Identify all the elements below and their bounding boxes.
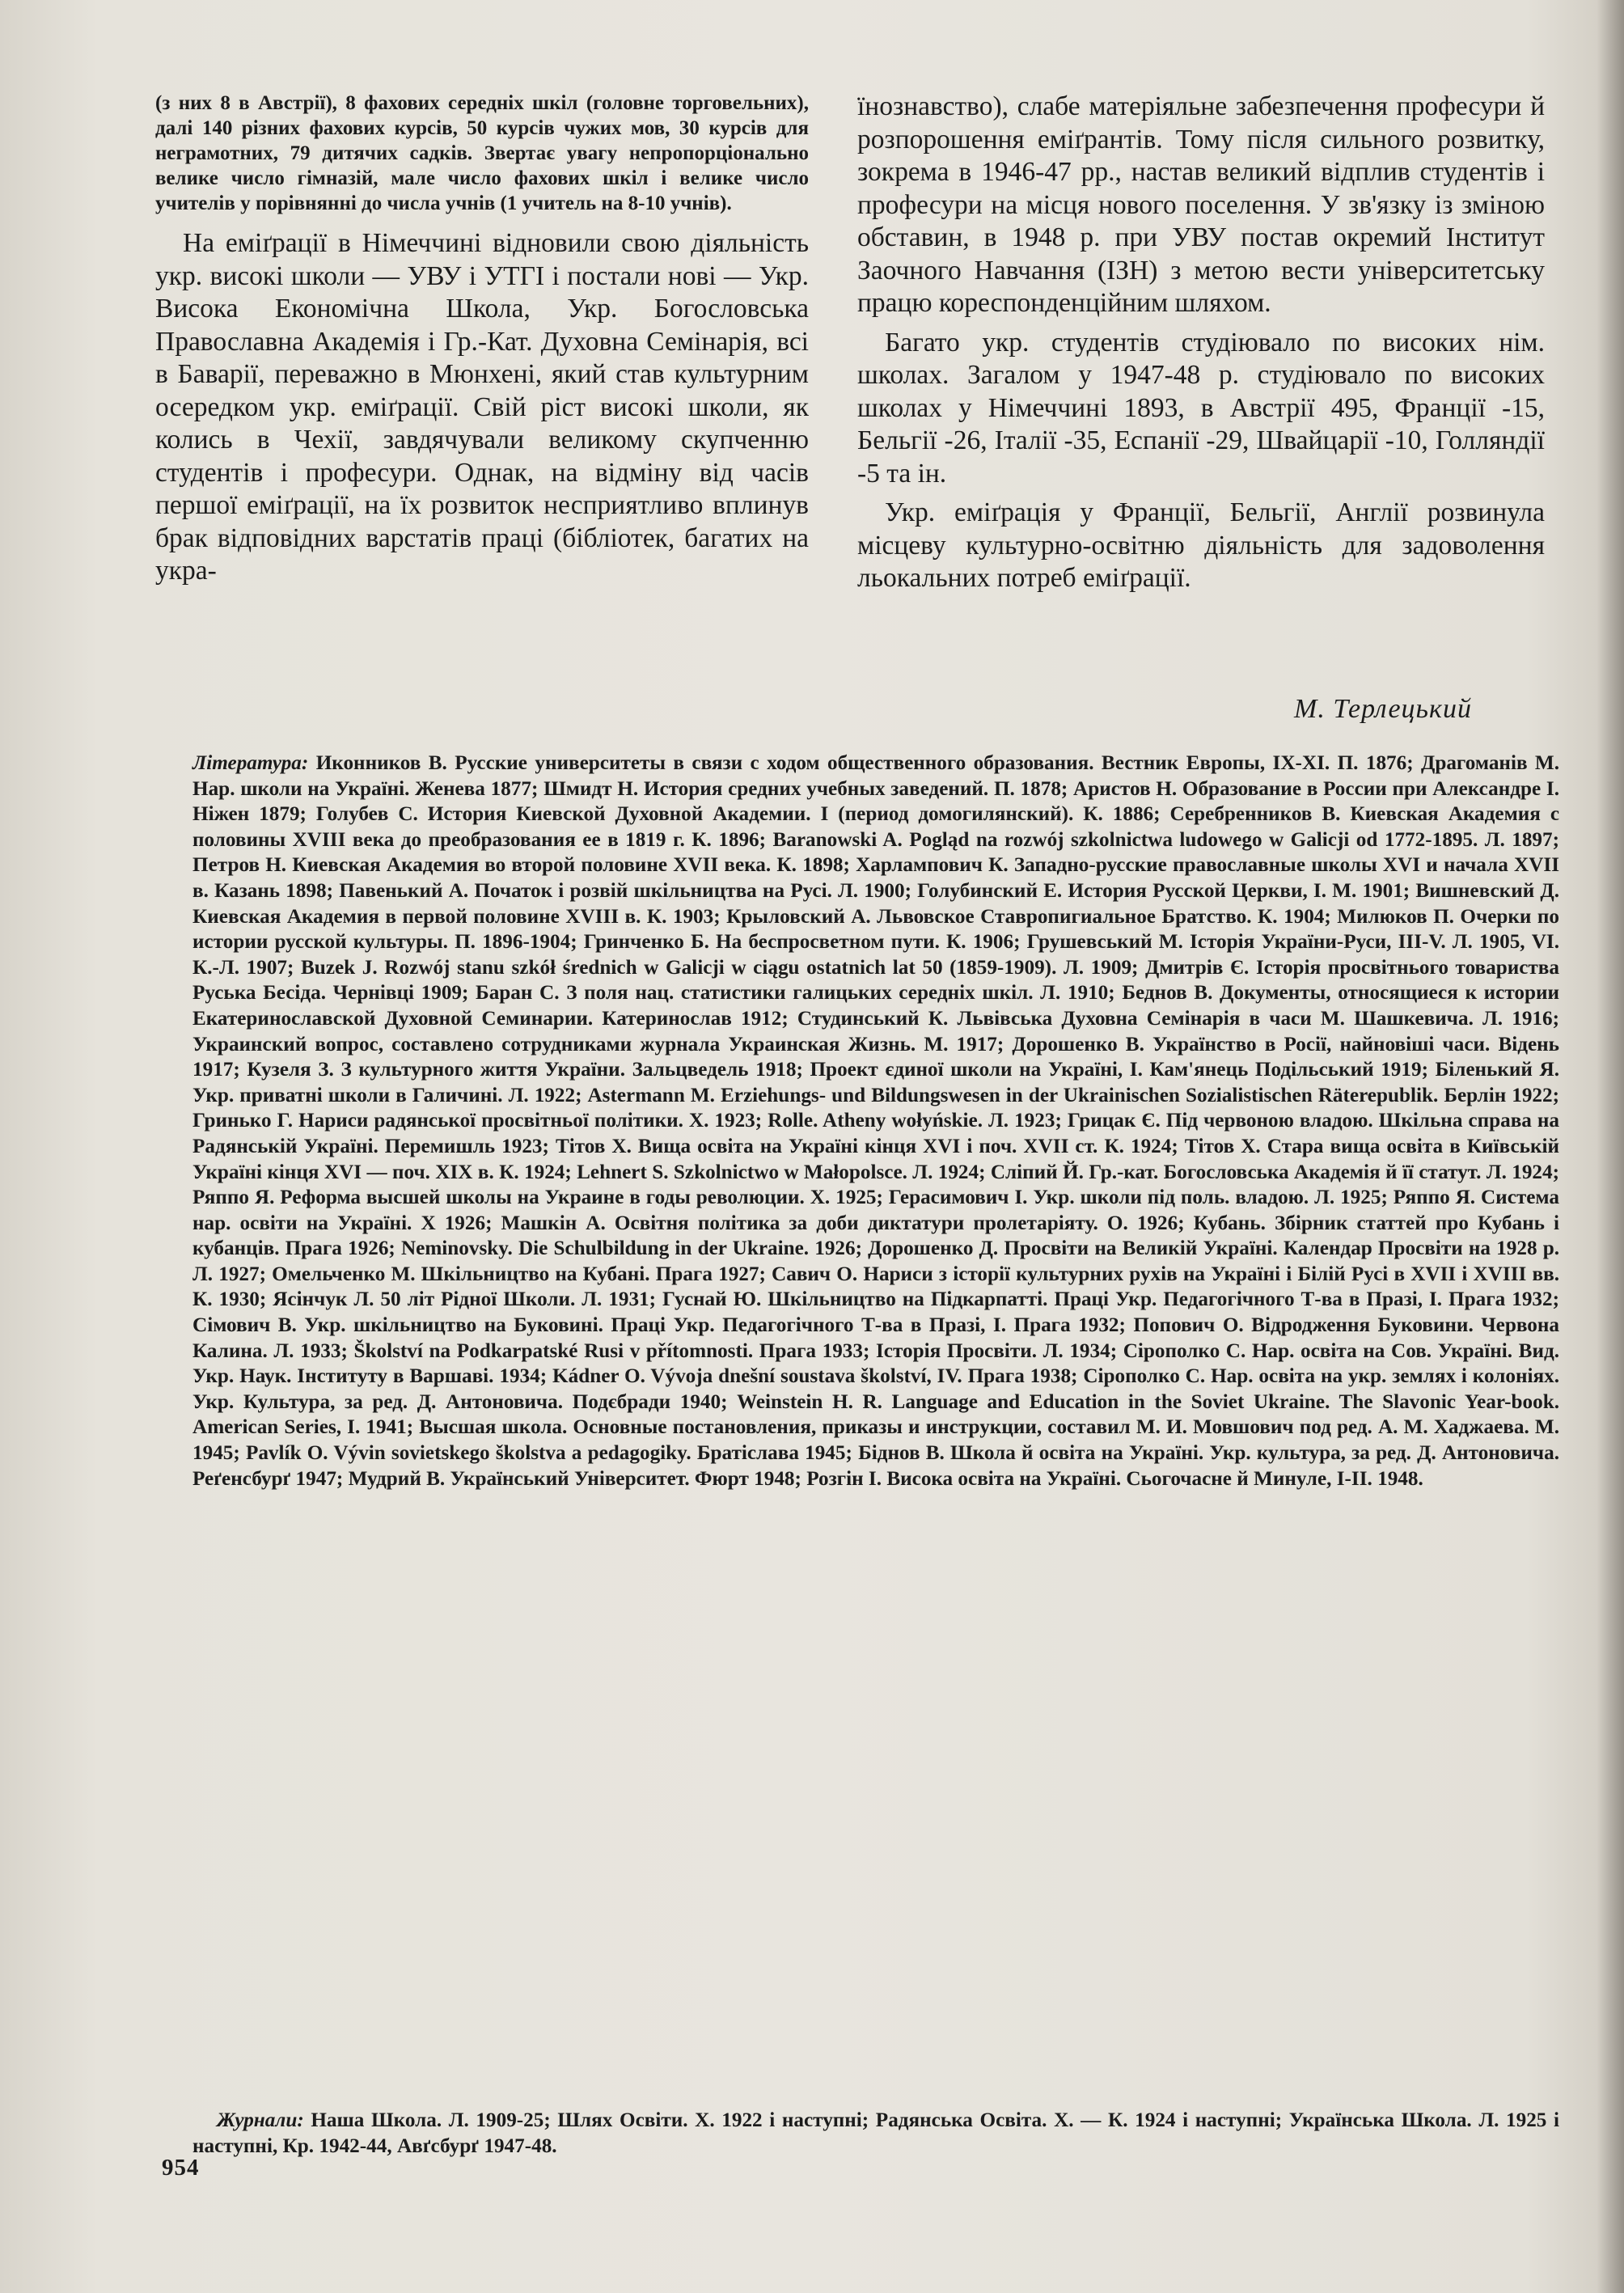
right-paragraph-1: їнознавство), слабе матеріяльне забезпечення професури й розпорошення еміґрантів. Тому після сильного розвитку, зокрема в 1946-47 рр., настав великий відплив студентів і професури на місця нового поселення. У зв'язку із зміною обставин, в 1948 р. при УВУ постав окремий Інститут Заочного Навчання (ІЗН) з метою вести університетську працю кореспонденційним шляхом. [857,91,1545,318]
journals-section [192,2108,1559,2159]
right-paragraph-2: Багато укр. студентів студіювало по високих нім. школах. Загалом у 1947-48 р. студіювало по високих школах у Німеччині 1893, в Австрії 495, Франції -15, Бельгії -26, Італії -35, Еспанії -29, Швайцарії -10, Голляндії -5 та ін. [857,327,1545,489]
left-main-paragraph: На еміґрації в Німеччині відновили свою діяльність укр. високі школи — УВУ і УТГІ і постали нові — Укр. Висока Економічна Школа, Укр. Богословська Православна Академія і Гр.-Кат. Духовна Семінарія, всі в Баварії, переважно в Мюнхені, який став культурним осередком укр. еміґрації. Свій ріст високі школи, як колись в Чехії, завдячували великому скупченню студентів і професури. Однак, на відміну від часів першої еміґрації, на їх розвиток несприятливо вплинув брак відповідних варстатів праці (бібліотек, багатих на укра- [155,228,809,586]
journals-text: Наша Школа. Л. 1909-25; Шлях Освіти. Х. 1922 і наступні; Радянська Освіта. Х. — К. 1924 і наступні; Українська Школа. Л. 1925 і наступні, Кр. 1942-44, Авґсбурґ 1947-48. [192,2109,1559,2157]
literature-section [192,751,1559,1491]
author-signature: М. Терлецький [1294,694,1472,724]
right-column [857,91,1545,595]
page-edge-shadow [1597,0,1624,2293]
literature-label: Література: [192,752,316,774]
journals-label: Журнали: [217,2109,311,2131]
left-column [155,91,809,588]
right-paragraph-3: Укр. еміґрація у Франції, Бельгії, Англії розвинула місцеву культурно-освітню діяльність для задоволення льокальних потреб еміґрації. [857,497,1545,593]
page-number: 954 [162,2155,200,2181]
literature-text: Иконников В. Русские университеты в связи с ходом общественного образования. Вестник Европы, IX-XI. П. 1876; Драгоманів М. Нар. школи на Україні. Женева 1877; Шмидт Н. История средних учебных заведений. П. 1878; Аристов Н. Образование в России при Александре I. Ніжен 1879; Голубев С. История Киевской Духовной Академии. I (период домогилянский). К. 1886; Серебренников В. Киевская Академия с половины XVIII века до преобразования ее в 1819 г. К. 1896; Baranowski A. Pogląd na rozwój szkolnictwa ludowego w Galicji od 1772-1895. Л. 1897; Петров Н. Киевская Академия во второй половине XVII века. К. 1898; Харлампович К. Западно-русские православные школы XVI и начала XVII в. Казань 1898; Павенький А. Початок і розвій шкільництва на Русі. Л. 1900; Голубинский Е. История Русской Церкви, I. М. 1901; Вишневский Д. Киевская Академия в первой половине XVIII в. К. 1903; Крыловский А. Львовское Ставропигиальное Братство. К. 1904; Милюков П. Очерки по истории русской культуры. П. 1896-1904; Гринченко Б. На беспросветном пути. К. 1906; Грушевський М. Історія України-Руси, III-V. Л. 1905, VI. К.-Л. 1907; Buzek J. Rozwój stanu szkół średnich w Galicji w ciągu ostatnich lat 50 (1859-1909). Л. 1909; Дмитрів Є. Історія просвітнього товариства Руська Бесіда. Чернівці 1909; Баран С. З поля нац. статистики галицьких середніх шкіл. Л. 1910; Беднов В. Документы, относящиеся к истории Екатеринославской Духовной Семинарии. Катеринослав 1912; Студинський К. Львівська Духовна Семінарія в часи М. Шашкевича. Л. 1916; Украинский вопрос, составлено сотрудниками журнала Украинская Жизнь. М. 1917; Дорошенко В. Українство в Росії, найновіші часи. Відень 1917; Кузеля З. З культурного життя України. Зальцведель 1918; Проект єдиної школи на Україні, I. Кам'янець Подільський 1919; Біленький Я. Укр. приватні школи в Галичині. Л. 1922; Astermann M. Erziehungs- und Bildungswesen in der Ukrainischen Sozialistischen Räterepublik. Берлін 1922; Гринько Г. Нариси радянської просвітньої політики. Х. 1923; Rolle. Atheny wołyńskie. Л. 1923; Грицак Є. Під червоною владою. Шкільна справа на Радянській Україні. Перемишль 1923; Тітов Х. Вища освіта на Україні кінця XVI і поч. XVII ст. К. 1924; Тітов Х. Стара вища освіта в Київській Україні кінця XVI — поч. XIX в. К. 1924; Lehnert S. Szkolnictwo w Małopolsce. Л. 1924; Сліпий Й. Гр.-кат. Богословська Академія й її статут. Л. 1924; Ряппо Я. Реформа высшей школы на Украине в годы революции. Х. 1925; Герасимович І. Укр. школи під поль. владою. Л. 1925; Ряппо Я. Система нар. освіти на Україні. Х 1926; Машкін А. Освітня політика за доби диктатури пролетаріяту. О. 1926; Кубань. Збірник статтей про Кубань і кубанців. Прага 1926; Neminovsky. Die Schulbildung in der Ukraine. 1926; Дорошенко Д. Просвіти на Великій Україні. Календар Просвіти на 1928 р. Л. 1927; Омельченко М. Шкільництво на Кубані. Прага 1927; Савич О. Нариси з історії культурних рухів на Україні і Білій Русі в XVII і XVIII вв. К. 1930; Ясінчук Л. 50 літ Рідної Школи. Л. 1931; Гуснай Ю. Шкільництво на Підкарпатті. Праці Укр. Педагогічного Т-ва в Празі, I. Прага 1932; Сімович В. Укр. шкільництво на Буковині. Праці Укр. Педагогічного Т-ва в Празі, I. Прага 1932; Попович О. Відродження Буковини. Червона Калина. Л. 1933; Školství na Podkarpatské Rusi v přítomnosti. Прага 1933; Історія Просвіти. Л. 1934; Сірополко С. Нар. освіта на Сов. Україні. Вид. Укр. Наук. Інституту в Варшаві. 1934; Kádner O. Vývoja dnešní soustava školství, IV. Прага 1938; Сірополко С. Нар. освіта на укр. землях і колоніях. Укр. Культура, за ред. Д. Антоновича. Подєбради 1940; Weinstein H. R. Language and Education in the Soviet Ukraine. The Slavonic Year-book. American Series, I. 1941; Высшая школа. Основные постановления, приказы и инструкции, составил М. И. Мовшович под ред. А. М. Хаджаева. М. 1945; Pavlík O. Vývin sovietskego školstva a pedagogiky. Братіслава 1945; Біднов В. Школа й освіта на Україні. Укр. культура, за ред. Д. Антоновича. Реґенсбурґ 1947; Мудрий В. Український Університет. Фюрт 1948; Розгін І. Висока освіта на Україні. Сьогочасне й Минуле, I-II. 1948. [192,752,1560,1490]
left-small-paragraph: (з них 8 в Австрії), 8 фахових середніх шкіл (головне торговельних), далі 140 різних фахових курсів, 50 курсів чужих мов, 30 курсів для неграмотних, 79 дитячих садків. Звертає увагу непропорціонально велике число гімназій, мале число фахових шкіл і велике число учителів у порівнянні до числа учнів (1 учитель на 8-10 учнів). [155,92,809,214]
